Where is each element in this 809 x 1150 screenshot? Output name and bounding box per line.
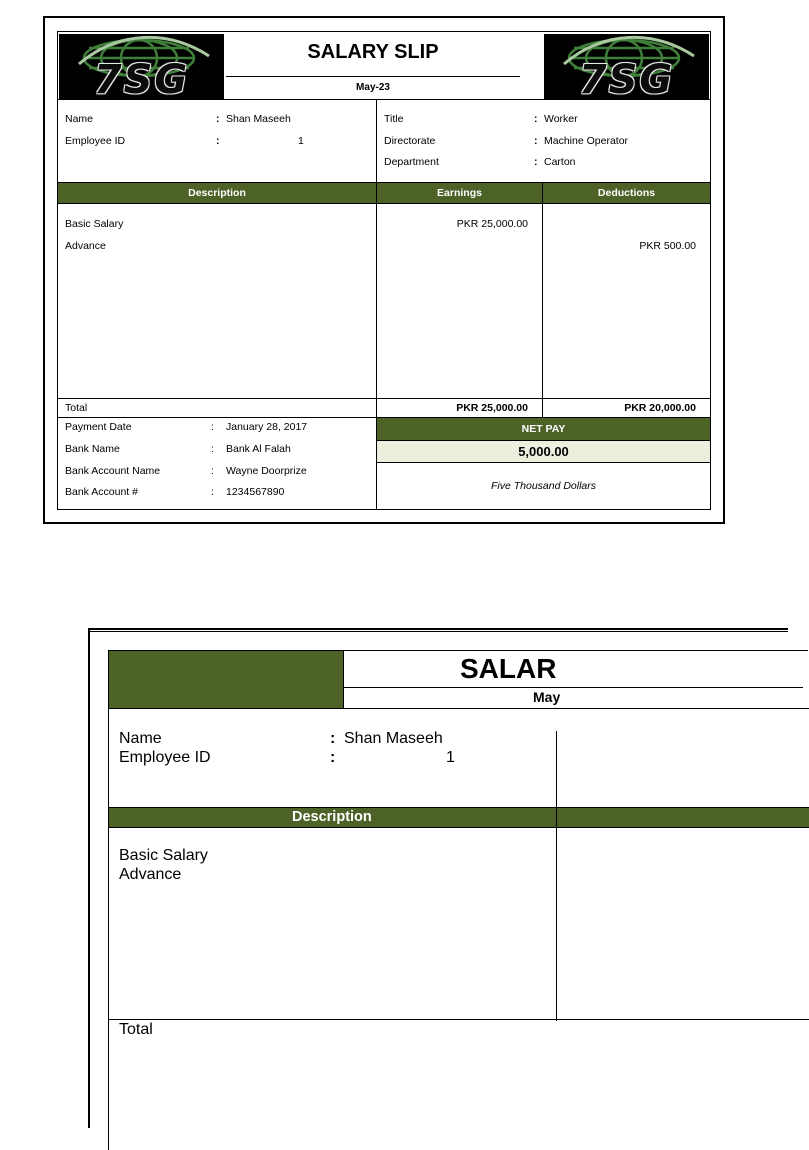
logo-text: 7SG xyxy=(93,57,190,103)
deductions-column xyxy=(543,204,710,398)
job-info xyxy=(377,100,710,182)
total-earnings: PKR 25,000.00 xyxy=(456,402,528,414)
colon: : xyxy=(534,135,538,147)
slip-month: May-23 xyxy=(356,82,390,93)
zoomed-total-divider xyxy=(109,1019,809,1020)
total-earnings-cell xyxy=(377,398,543,418)
colon: : xyxy=(330,749,336,766)
name-row xyxy=(58,112,377,126)
company-logo-right xyxy=(544,34,709,103)
department-label: Department xyxy=(384,156,439,168)
employee-id-label: Employee ID xyxy=(65,135,126,147)
colon: : xyxy=(211,421,214,433)
colon: : xyxy=(534,156,538,168)
title-block xyxy=(226,32,520,100)
employee-id: 1 xyxy=(298,135,304,147)
title-divider xyxy=(226,76,520,77)
earnings-header: Earnings xyxy=(377,182,543,204)
item-description: Advance xyxy=(65,240,106,252)
colon: : xyxy=(211,486,214,498)
colon: : xyxy=(534,113,538,125)
account-name-label: Bank Account Name xyxy=(65,465,161,477)
item-description: Basic Salary xyxy=(65,218,124,230)
department-row xyxy=(377,155,710,169)
total-label: Total xyxy=(65,402,88,414)
account-number: 1234567890 xyxy=(226,486,285,498)
item-earnings: PKR 25,000.00 xyxy=(456,218,528,230)
zoomed-item-description: Basic Salary xyxy=(119,847,208,864)
zoomed-description-header: Description xyxy=(292,809,372,825)
total-deductions-cell xyxy=(543,398,710,418)
item-deductions: PKR 500.00 xyxy=(639,240,696,252)
payment-details xyxy=(58,418,377,509)
zoomed-name-label: Name xyxy=(119,730,162,747)
zoomed-crop-edge xyxy=(556,731,557,1021)
employee-name: Shan Maseeh xyxy=(226,113,291,125)
net-pay-amount: 5,000.00 xyxy=(377,440,710,463)
earnings-column xyxy=(377,204,543,398)
salary-slip xyxy=(57,31,711,510)
employee-id-row xyxy=(58,134,377,148)
colon: : xyxy=(211,443,214,455)
employee-info xyxy=(58,100,377,182)
total-row xyxy=(58,398,377,418)
colon: : xyxy=(330,730,336,747)
name-label: Name xyxy=(65,113,94,125)
zoomed-header-divider xyxy=(109,708,809,709)
zoomed-month: May xyxy=(533,689,561,705)
colon: : xyxy=(216,135,220,147)
bank-name-label: Bank Name xyxy=(65,443,120,455)
bank-name: Bank Al Falah xyxy=(226,443,291,455)
account-number-label: Bank Account # xyxy=(65,486,138,498)
zoomed-logo-area xyxy=(109,651,343,708)
zoomed-employee-name: Shan Maseeh xyxy=(344,730,443,747)
job-title: Worker xyxy=(544,113,578,125)
company-logo-left xyxy=(59,34,224,103)
net-pay-header: NET PAY xyxy=(377,418,710,440)
logo-text: 7SG xyxy=(578,57,675,103)
directorate-label: Directorate xyxy=(384,135,436,147)
account-name: Wayne Doorprize xyxy=(226,465,307,477)
description-header: Description xyxy=(58,182,377,204)
payment-date-row xyxy=(58,420,377,434)
title-label: Title xyxy=(384,113,404,125)
zoomed-band-top xyxy=(109,807,809,808)
zoomed-employee-id: 1 xyxy=(446,749,455,766)
zoomed-column-header xyxy=(109,807,809,827)
zoomed-slip-preview xyxy=(88,628,561,1038)
department: Carton xyxy=(544,156,576,168)
zoomed-employee-id-label: Employee ID xyxy=(119,749,211,766)
description-column xyxy=(58,204,377,398)
zoom-frame-rule xyxy=(88,631,788,632)
payment-date-label: Payment Date xyxy=(65,421,132,433)
net-pay-in-words: Five Thousand Dollars xyxy=(490,480,597,492)
zoomed-total-label: Total xyxy=(119,1021,153,1038)
zoomed-title-divider xyxy=(344,687,803,688)
colon: : xyxy=(216,113,220,125)
title-row xyxy=(377,112,710,126)
zoomed-title-block xyxy=(343,651,803,708)
slip-header xyxy=(58,32,710,103)
directorate: Machine Operator xyxy=(544,135,629,147)
zoomed-item-description: Advance xyxy=(119,866,182,883)
zoomed-slip xyxy=(108,650,808,1150)
colon: : xyxy=(211,465,214,477)
directorate-row xyxy=(377,134,710,148)
deductions-header: Deductions xyxy=(543,182,710,204)
slip-title: SALARY SLIP xyxy=(307,41,439,63)
zoomed-band-bottom xyxy=(109,827,809,828)
zoomed-title: SALAR xyxy=(460,653,557,684)
account-name-row xyxy=(58,464,377,478)
payment-date: January 28, 2017 xyxy=(226,421,308,433)
total-deductions: PKR 20,000.00 xyxy=(624,402,696,414)
account-number-row xyxy=(58,485,377,499)
bank-name-row xyxy=(58,442,377,456)
